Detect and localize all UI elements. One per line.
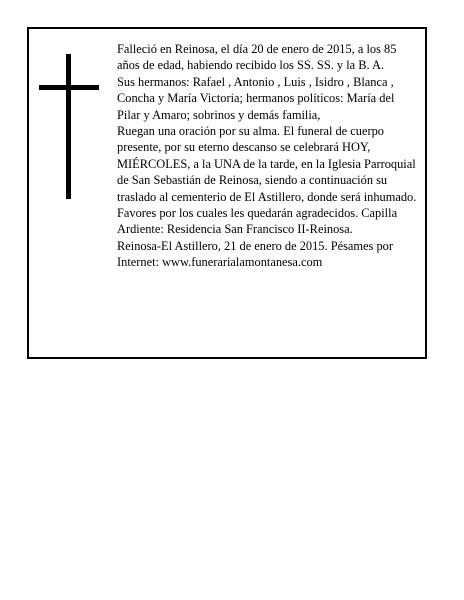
cross-horizontal-bar bbox=[39, 85, 99, 90]
cross-icon bbox=[39, 54, 99, 199]
family-list: Sus hermanos: Rafael , Antonio , Luis , Isidro , Blanca , Concha y María Victoria; hermanos políticos: María del Pilar y Amaro; sobrinos y demás familia, bbox=[117, 74, 395, 122]
date-and-condolences: Reinosa-El Astillero, 21 de enero de 2015. Pésames por Internet: www.funerarialamontanesa.com bbox=[117, 238, 393, 270]
obituary-notice-frame bbox=[27, 27, 427, 359]
funeral-details: Ruegan una oración por su alma. El funeral de cuerpo presente, por su eterno descanso se celebrará HOY, MIÉRCOLES, a la UNA de la tarde, en la Iglesia Parroquial de San Sebastián de Reinosa, siendo a continuación su traslado al cementerio de El Astillero, donde será inhumado. Favores por los cuales les quedarán agradecidos. Capilla Ardiente: Residencia San Francisco II-Reinosa. bbox=[117, 124, 417, 237]
cross-vertical-bar bbox=[66, 54, 71, 199]
death-announcement: Falleció en Reinosa, el día 20 de enero de 2015, a los 85 años de edad, habiendo recibido los SS. SS. y la B. A. bbox=[117, 42, 397, 73]
obituary-text bbox=[117, 41, 420, 271]
